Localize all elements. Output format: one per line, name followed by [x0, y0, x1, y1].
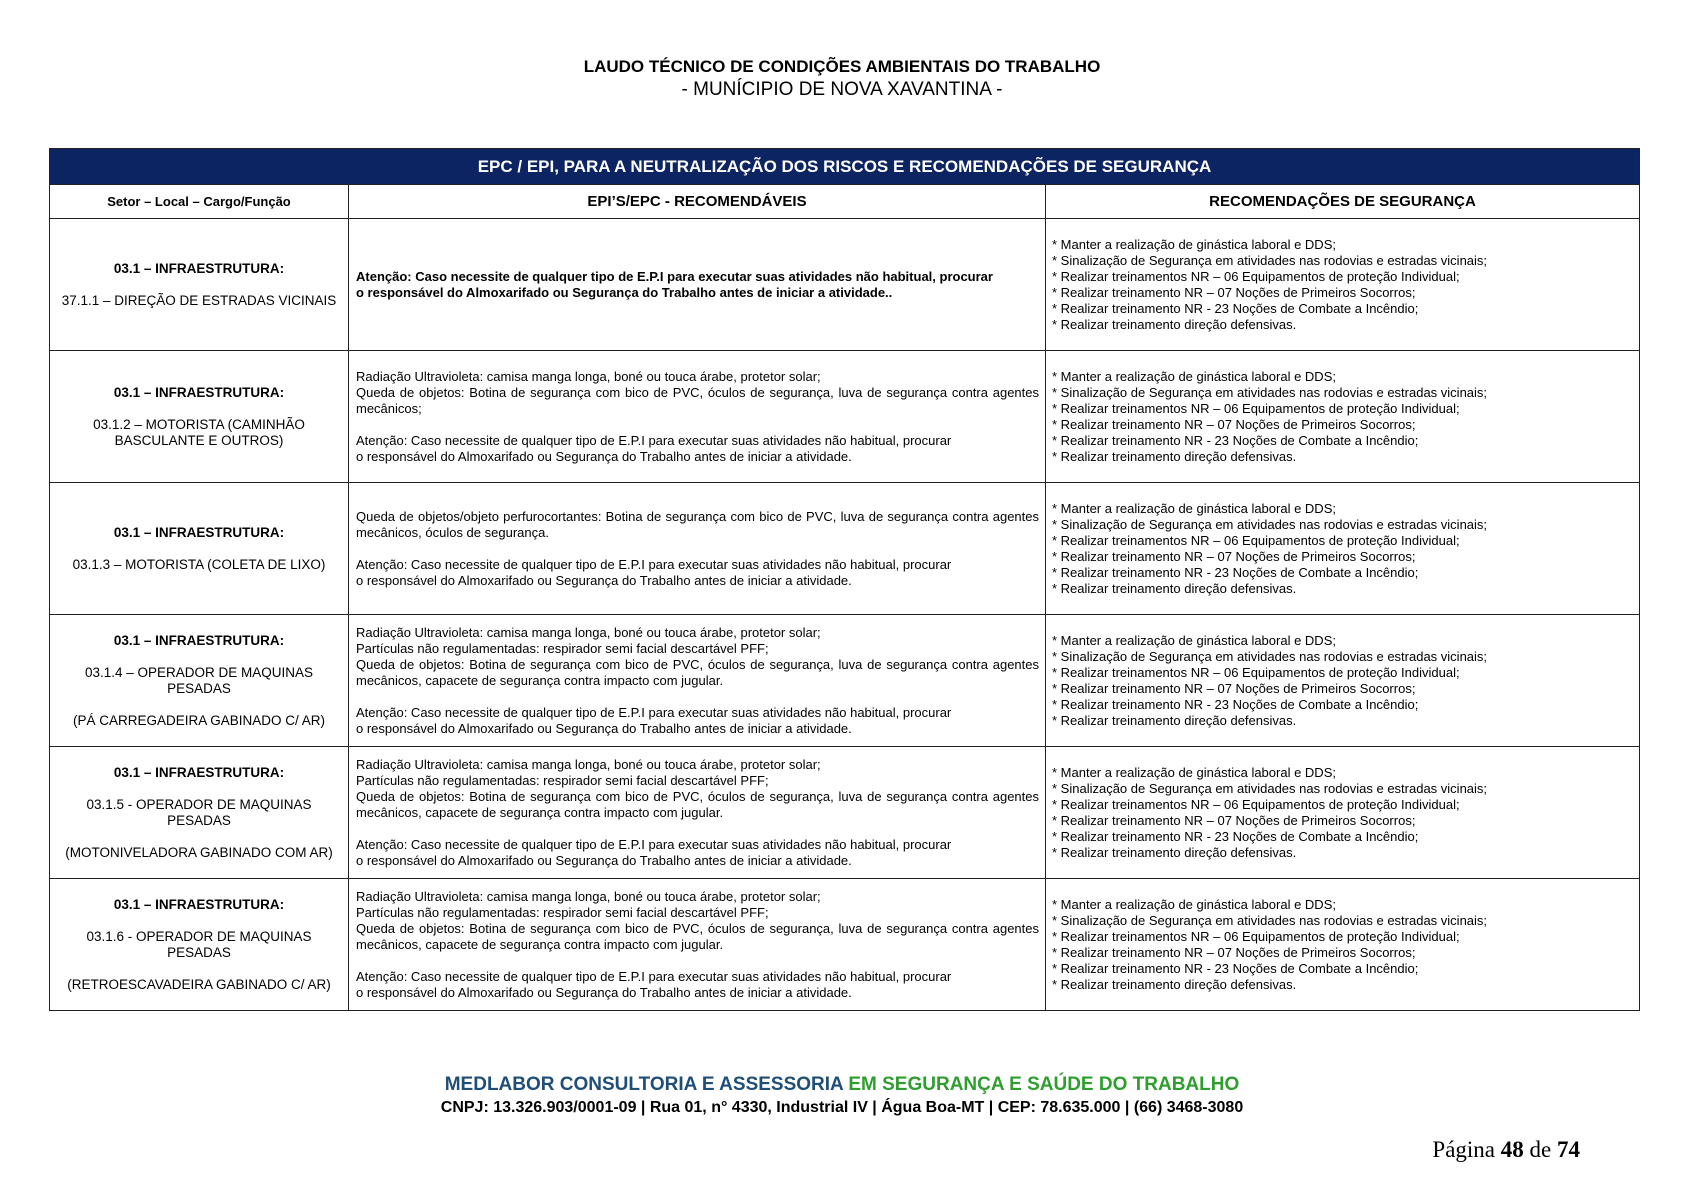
recommendation-item: * Sinalização de Segurança em atividades nas rodovias e estradas vicinais; [1052, 780, 1488, 796]
attention-note: Atenção: Caso necessite de qualquer tipo de E.P.I para executar suas atividades não habitual, procurar o responsável do Almoxarifado ou Segurança do Trabalho antes de iniciar a atividade.. [356, 268, 993, 300]
role-label: 03.1.4 – OPERADOR DE MAQUINAS PESADAS [84, 664, 314, 696]
document-subtitle: - MUNÍCIPIO DE NOVA XAVANTINA - [681, 79, 1003, 100]
recommendation-item: * Realizar treinamento NR - 23 Noções de Combate a Incêndio; [1052, 564, 1419, 580]
recommendation-item: * Sinalização de Segurança em atividades nas rodovias e estradas vicinais; [1052, 516, 1488, 532]
spacer [356, 541, 1039, 557]
role-detail: (MOTONIVELADORA GABINADO COM AR) [65, 844, 333, 860]
table-row [50, 747, 1640, 879]
recommendation-item: * Realizar treinamento NR – 07 Noções de Primeiros Socorros; [1052, 416, 1416, 432]
spacer [356, 417, 1039, 433]
recommendation-item: * Realizar treinamentos NR – 06 Equipamentos de proteção Individual; [1052, 532, 1460, 548]
recommendation-item: * Sinalização de Segurança em atividades nas rodovias e estradas vicinais; [1052, 384, 1488, 400]
recommendation-item: * Realizar treinamento NR – 07 Noções de Primeiros Socorros; [1052, 680, 1416, 696]
page-current: 48 [1500, 1137, 1524, 1162]
recommendation-item: * Realizar treinamentos NR – 06 Equipamentos de proteção Individual; [1052, 928, 1460, 944]
table-row [50, 351, 1640, 483]
epi-item: Queda de objetos/objeto perfurocortantes: Botina de segurança com bico de PVC, luva de segurança contra agentes mecânicos, óculos de segurança. [356, 508, 1039, 540]
company-name [0, 1073, 1684, 1097]
recommendations-cell [1046, 615, 1640, 747]
table-row [50, 615, 1640, 747]
recommendation-item: * Realizar treinamento NR - 23 Noções de Combate a Incêndio; [1052, 960, 1419, 976]
recommendation-item: * Realizar treinamento NR - 23 Noções de Combate a Incêndio; [1052, 432, 1419, 448]
epi-cell [349, 483, 1046, 615]
recommendation-item: * Realizar treinamentos NR – 06 Equipamentos de proteção Individual; [1052, 268, 1460, 284]
recommendation-item: * Realizar treinamento NR – 07 Noções de Primeiros Socorros; [1052, 284, 1416, 300]
epi-item: Radiação Ultravioleta: camisa manga longa, boné ou touca árabe, protetor solar; [356, 624, 821, 640]
role-label: 37.1.1 – DIREÇÃO DE ESTRADAS VICINAIS [61, 292, 337, 308]
epi-item: Queda de objetos: Botina de segurança com bico de PVC, óculos de segurança, luva de segurança contra agentes mecânicos, capacete de segurança contra impacto com jugular. [356, 656, 1039, 688]
company-name-blue: MEDLABOR CONSULTORIA E ASSESSORIA [444, 1074, 844, 1095]
epi-item: Partículas não regulamentadas: respirador semi facial descartável PFF; [356, 904, 769, 920]
recommendation-item: * Realizar treinamentos NR – 06 Equipamentos de proteção Individual; [1052, 664, 1460, 680]
recommendations-cell [1046, 483, 1640, 615]
role-detail: (PÁ CARREGADEIRA GABINADO C/ AR) [72, 712, 326, 728]
recommendation-item: * Manter a realização de ginástica laboral e DDS; [1052, 500, 1336, 516]
epi-item: Partículas não regulamentadas: respirador semi facial descartável PFF; [356, 772, 769, 788]
recommendation-item: * Realizar treinamentos NR – 06 Equipamentos de proteção Individual; [1052, 400, 1460, 416]
table-row [50, 483, 1640, 615]
recommendations-cell [1046, 351, 1640, 483]
epi-item: Queda de objetos: Botina de segurança com bico de PVC, óculos de segurança, luva de segurança contra agentes mecânicos, capacete de segurança contra impacto com jugular. [356, 788, 1039, 820]
table-row [50, 879, 1640, 1011]
sector-cell [50, 879, 349, 1011]
epi-cell [349, 615, 1046, 747]
sector-cell [50, 483, 349, 615]
recommendation-item: * Realizar treinamento NR - 23 Noções de Combate a Incêndio; [1052, 828, 1419, 844]
page-total: 74 [1557, 1137, 1580, 1162]
sector-cell [50, 219, 349, 351]
recommendation-item: * Realizar treinamento direção defensivas. [1052, 844, 1297, 860]
page-of: de [1529, 1137, 1552, 1162]
epi-cell [349, 879, 1046, 1011]
role-detail: (RETROESCAVADEIRA GABINADO C/ AR) [67, 976, 331, 992]
page-label: Página [1432, 1137, 1496, 1162]
table-header-row [50, 185, 1640, 219]
recommendation-item: * Realizar treinamento NR - 23 Noções de Combate a Incêndio; [1052, 696, 1419, 712]
epi-item: Radiação Ultravioleta: camisa manga longa, boné ou touca árabe, protetor solar; [356, 368, 821, 384]
attention-note: Atenção: Caso necessite de qualquer tipo de E.P.I para executar suas atividades não habitual, procurar o responsável do Almoxarifado ou Segurança do Trabalho antes de iniciar a atividade. [356, 556, 952, 588]
epi-cell [349, 219, 1046, 351]
epi-item: Radiação Ultravioleta: camisa manga longa, boné ou touca árabe, protetor solar; [356, 756, 821, 772]
recommendation-item: * Realizar treinamento NR - 23 Noções de Combate a Incêndio; [1052, 300, 1419, 316]
recommendation-item: * Realizar treinamentos NR – 06 Equipamentos de proteção Individual; [1052, 796, 1460, 812]
recommendation-item: * Realizar treinamento direção defensivas. [1052, 448, 1297, 464]
sector-label: 03.1 – INFRAESTRUTURA: [113, 896, 285, 912]
document-footer [0, 1073, 1684, 1119]
column-header-sector: Setor – Local – Cargo/Função [50, 185, 349, 219]
recommendation-item: * Realizar treinamento direção defensivas. [1052, 316, 1297, 332]
sector-label: 03.1 – INFRAESTRUTURA: [113, 260, 285, 276]
recommendation-item: * Realizar treinamento NR – 07 Noções de Primeiros Socorros; [1052, 548, 1416, 564]
recommendations-cell [1046, 747, 1640, 879]
spacer [356, 821, 1039, 837]
recommendations-cell [1046, 879, 1640, 1011]
spacer [356, 689, 1039, 705]
table-banner-row [50, 149, 1640, 185]
epi-cell [349, 747, 1046, 879]
sector-cell [50, 615, 349, 747]
epi-item: Queda de objetos: Botina de segurança com bico de PVC, óculos de segurança, luva de segurança contra agentes mecânicos; [356, 384, 1039, 416]
company-name-green: EM SEGURANÇA E SAÚDE DO TRABALHO [848, 1074, 1240, 1095]
recommendation-item: * Manter a realização de ginástica laboral e DDS; [1052, 368, 1336, 384]
company-address: CNPJ: 13.326.903/0001-09 | Rua 01, n° 4330, Industrial IV | Água Boa-MT | CEP: 78.635.000 | (66) 3468-3080 [440, 1099, 1244, 1116]
epi-item: Radiação Ultravioleta: camisa manga longa, boné ou touca árabe, protetor solar; [356, 888, 821, 904]
attention-note: Atenção: Caso necessite de qualquer tipo de E.P.I para executar suas atividades não habitual, procurar o responsável do Almoxarifado ou Segurança do Trabalho antes de iniciar a atividade. [356, 836, 952, 868]
epi-cell [349, 351, 1046, 483]
page-number [1380, 1137, 1580, 1163]
recommendation-item: * Manter a realização de ginástica laboral e DDS; [1052, 236, 1336, 252]
role-label: 03.1.2 – MOTORISTA (CAMINHÃO BASCULANTE E OUTROS) [93, 416, 305, 448]
epi-item: Queda de objetos: Botina de segurança com bico de PVC, óculos de segurança, luva de segurança contra agentes mecânicos, capacete de segurança contra impacto com jugular. [356, 920, 1039, 952]
role-label: 03.1.3 – MOTORISTA (COLETA DE LIXO) [72, 556, 326, 572]
recommendation-item: * Sinalização de Segurança em atividades nas rodovias e estradas vicinais; [1052, 252, 1488, 268]
sector-label: 03.1 – INFRAESTRUTURA: [113, 384, 285, 400]
recommendation-item: * Manter a realização de ginástica laboral e DDS; [1052, 632, 1336, 648]
recommendation-item: * Sinalização de Segurança em atividades nas rodovias e estradas vicinais; [1052, 912, 1488, 928]
column-header-epi: EPI’S/EPC - RECOMENDÁVEIS [349, 185, 1046, 219]
attention-note: Atenção: Caso necessite de qualquer tipo de E.P.I para executar suas atividades não habitual, procurar o responsável do Almoxarifado ou Segurança do Trabalho antes de iniciar a atividade. [356, 704, 952, 736]
recommendation-item: * Realizar treinamento direção defensivas. [1052, 712, 1297, 728]
recommendations-cell [1046, 219, 1640, 351]
sector-label: 03.1 – INFRAESTRUTURA: [113, 764, 285, 780]
recommendation-item: * Realizar treinamento NR – 07 Noções de Primeiros Socorros; [1052, 944, 1416, 960]
sector-cell [50, 351, 349, 483]
epi-table [49, 148, 1640, 1011]
table-banner: EPC / EPI, PARA A NEUTRALIZAÇÃO DOS RISCOS E RECOMENDAÇÕES DE SEGURANÇA [50, 149, 1640, 185]
document-header [0, 56, 1684, 102]
role-label: 03.1.5 - OPERADOR DE MAQUINAS PESADAS [86, 796, 312, 828]
document-title: LAUDO TÉCNICO DE CONDIÇÕES AMBIENTAIS DO TRABALHO [583, 57, 1101, 76]
recommendation-item: * Manter a realização de ginástica laboral e DDS; [1052, 896, 1336, 912]
table-row [50, 219, 1640, 351]
recommendation-item: * Sinalização de Segurança em atividades nas rodovias e estradas vicinais; [1052, 648, 1488, 664]
recommendation-item: * Realizar treinamento direção defensivas. [1052, 580, 1297, 596]
role-label: 03.1.6 - OPERADOR DE MAQUINAS PESADAS [86, 928, 312, 960]
epi-item: Partículas não regulamentadas: respirador semi facial descartável PFF; [356, 640, 769, 656]
attention-note: Atenção: Caso necessite de qualquer tipo de E.P.I para executar suas atividades não habitual, procurar o responsável do Almoxarifado ou Segurança do Trabalho antes de iniciar a atividade. [356, 432, 952, 464]
recommendation-item: * Manter a realização de ginástica laboral e DDS; [1052, 764, 1336, 780]
sector-label: 03.1 – INFRAESTRUTURA: [113, 524, 285, 540]
sector-cell [50, 747, 349, 879]
attention-note: Atenção: Caso necessite de qualquer tipo de E.P.I para executar suas atividades não habitual, procurar o responsável do Almoxarifado ou Segurança do Trabalho antes de iniciar a atividade. [356, 968, 952, 1000]
recommendation-item: * Realizar treinamento direção defensivas. [1052, 976, 1297, 992]
column-header-recommendations: RECOMENDAÇÕES DE SEGURANÇA [1046, 185, 1640, 219]
spacer [356, 953, 1039, 969]
recommendation-item: * Realizar treinamento NR – 07 Noções de Primeiros Socorros; [1052, 812, 1416, 828]
sector-label: 03.1 – INFRAESTRUTURA: [113, 632, 285, 648]
